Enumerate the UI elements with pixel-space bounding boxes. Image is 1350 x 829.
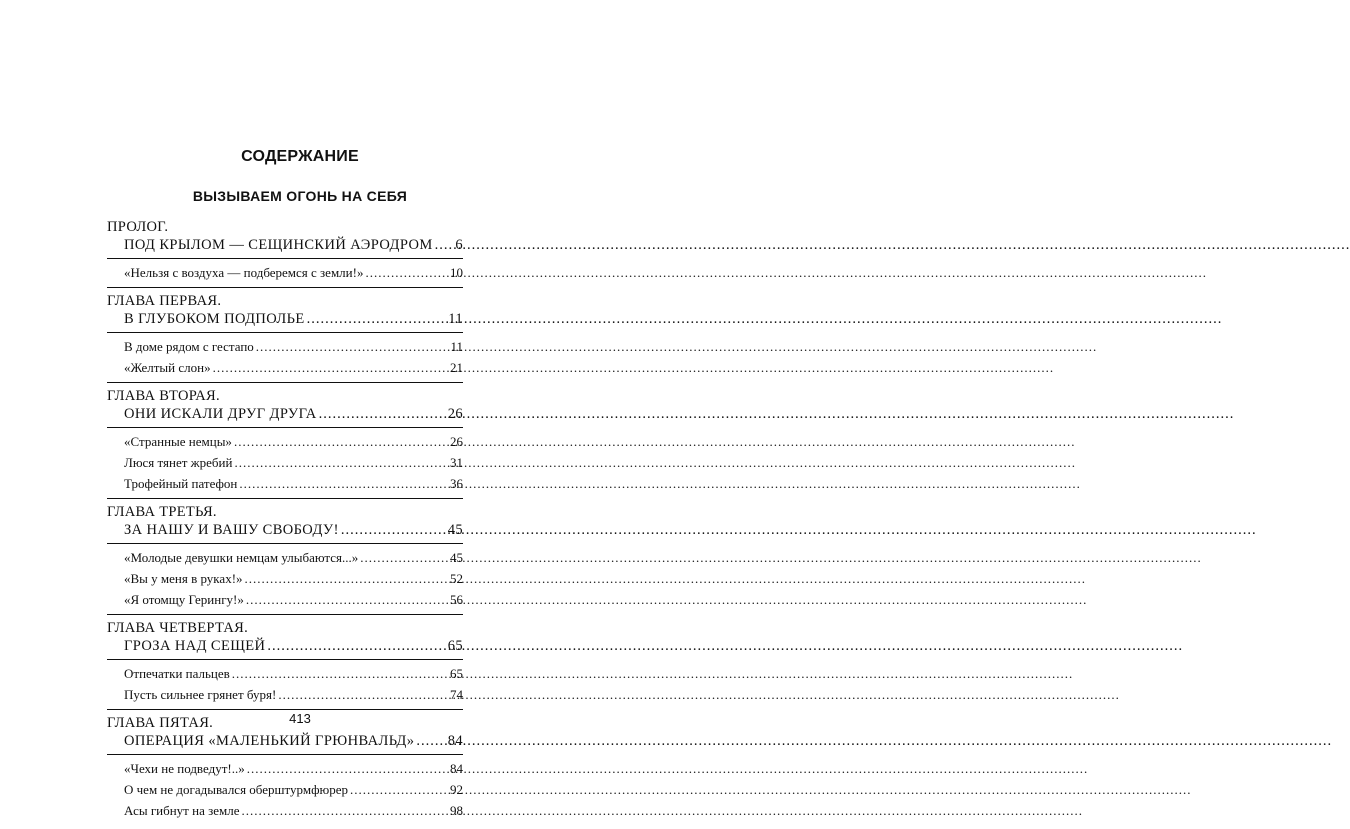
entry-title: Асы гибнут на земле xyxy=(124,803,240,818)
chapter-title-row xyxy=(107,405,463,428)
toc-entry xyxy=(107,589,463,610)
dot-leader xyxy=(341,521,446,540)
book-part-title: ВЫЗЫВАЕМ ОГОНЬ НА СЕБЯ xyxy=(192,188,408,204)
toc-section xyxy=(107,387,463,499)
dot-leader xyxy=(213,357,448,378)
dot-leader xyxy=(435,236,454,255)
entry-title: «Молодые девушки немцам улыбаются...» xyxy=(124,550,359,565)
entry-page-number: 11 xyxy=(450,339,463,354)
dot-leader xyxy=(360,547,448,568)
chapter-title-row xyxy=(107,637,463,660)
dot-leader xyxy=(256,336,449,357)
chapter-title: ЗА НАШУ И ВАШУ СВОБОДУ! xyxy=(124,522,339,538)
entry-page-number: 74 xyxy=(450,687,463,702)
dot-leader xyxy=(239,473,448,494)
toc-entry xyxy=(107,547,463,568)
dot-leader xyxy=(232,663,448,684)
toc-entry xyxy=(107,262,463,283)
entry-title: О чем не догадывался оберштурмфюрер xyxy=(124,782,348,797)
entry-page-number: 31 xyxy=(450,455,463,470)
toc-entry xyxy=(107,800,463,821)
chapter-label: ГЛАВА ПЕРВАЯ. xyxy=(107,293,222,309)
chapter-title: ГРОЗА НАД СЕЩЕЙ xyxy=(124,638,266,654)
book-page xyxy=(0,0,600,818)
entry-page-number: 21 xyxy=(450,360,463,375)
entry-page-number: 45 xyxy=(450,550,463,565)
chapter-title: В ГЛУБОКОМ ПОДПОЛЬЕ xyxy=(124,311,305,327)
chapter-title: ОНИ ИСКАЛИ ДРУГ ДРУГА xyxy=(124,406,317,422)
dot-leader xyxy=(365,262,448,283)
table-of-contents xyxy=(107,218,463,829)
entry-page-number: 65 xyxy=(450,666,463,681)
chapter-title-row xyxy=(107,732,463,755)
entry-title: Отпечатки пальцев xyxy=(124,666,230,681)
entry-title: Трофейный патефон xyxy=(124,476,238,491)
dot-leader xyxy=(234,452,448,473)
chapter-title-row xyxy=(107,521,463,544)
entry-page-number: 26 xyxy=(450,434,463,449)
dot-leader xyxy=(319,405,446,424)
entry-title: Пусть сильнее грянет буря! xyxy=(124,687,277,702)
page-title: СОДЕРЖАНИЕ xyxy=(241,148,359,165)
chapter-title-row xyxy=(107,236,463,259)
dot-leader xyxy=(246,589,448,610)
entry-title: «Я отомщу Герингу!» xyxy=(124,592,244,607)
toc-entry xyxy=(107,568,463,589)
toc-section xyxy=(107,503,463,615)
toc-entry xyxy=(107,357,463,378)
chapter-label: ПРОЛОГ. xyxy=(107,219,169,235)
toc-entry xyxy=(107,663,463,684)
chapter-page-number: 84 xyxy=(447,733,463,749)
dot-leader xyxy=(241,800,448,821)
chapter-title: ОПЕРАЦИЯ «МАЛЕНЬКИЙ ГРЮНВАЛЬД» xyxy=(124,733,415,749)
toc-entry xyxy=(107,336,463,357)
toc-entry xyxy=(107,684,463,705)
chapter-page-number: 26 xyxy=(447,406,463,422)
chapter-title-row xyxy=(107,310,463,333)
toc-entry xyxy=(107,758,463,779)
toc-entry xyxy=(107,452,463,473)
toc-section xyxy=(107,619,463,710)
dot-leader xyxy=(416,732,445,751)
entry-title: «Нельзя с воздуха — подберемся с земли!» xyxy=(124,265,364,280)
chapter-label: ГЛАВА ВТОРАЯ. xyxy=(107,388,220,404)
dot-leader xyxy=(234,431,448,452)
chapter-title: ПОД КРЫЛОМ — СЕЩИНСКИЙ АЭРОДРОМ xyxy=(124,237,433,253)
toc-section xyxy=(107,218,463,288)
chapter-label: ГЛАВА ТРЕТЬЯ. xyxy=(107,504,217,520)
toc-entry xyxy=(107,431,463,452)
chapter-page-number: 6 xyxy=(455,237,463,253)
chapter-label: ГЛАВА ЧЕТВЕРТАЯ. xyxy=(107,620,249,636)
entry-page-number: 84 xyxy=(450,761,463,776)
chapter-page-number: 45 xyxy=(447,522,463,538)
entry-page-number: 52 xyxy=(450,571,463,586)
chapter-label: ГЛАВА ПЯТАЯ. xyxy=(107,715,214,731)
entry-page-number: 10 xyxy=(450,265,463,280)
toc-entry xyxy=(107,779,463,800)
chapter-page-number: 65 xyxy=(447,638,463,654)
entry-title: «Желтый слон» xyxy=(124,360,211,375)
entry-title: «Странные немцы» xyxy=(124,434,232,449)
chapter-page-number: 11 xyxy=(448,311,463,327)
toc-entry xyxy=(107,473,463,494)
entry-page-number: 98 xyxy=(450,803,463,818)
dot-leader xyxy=(247,758,448,779)
dot-leader xyxy=(307,310,447,329)
dot-leader xyxy=(350,779,448,800)
entry-page-number: 36 xyxy=(450,476,463,491)
dot-leader xyxy=(278,684,448,705)
entry-page-number: 92 xyxy=(450,782,463,797)
page-number: 413 xyxy=(289,711,311,726)
entry-title: В доме рядом с гестапо xyxy=(124,339,254,354)
toc-section xyxy=(107,292,463,383)
entry-title: «Чехи не подведут!..» xyxy=(124,761,245,776)
dot-leader xyxy=(245,568,448,589)
toc-section xyxy=(107,714,463,825)
entry-title: Люся тянет жребий xyxy=(124,455,233,470)
entry-page-number: 56 xyxy=(450,592,463,607)
dot-leader xyxy=(267,637,445,656)
entry-title: «Вы у меня в руках!» xyxy=(124,571,243,586)
